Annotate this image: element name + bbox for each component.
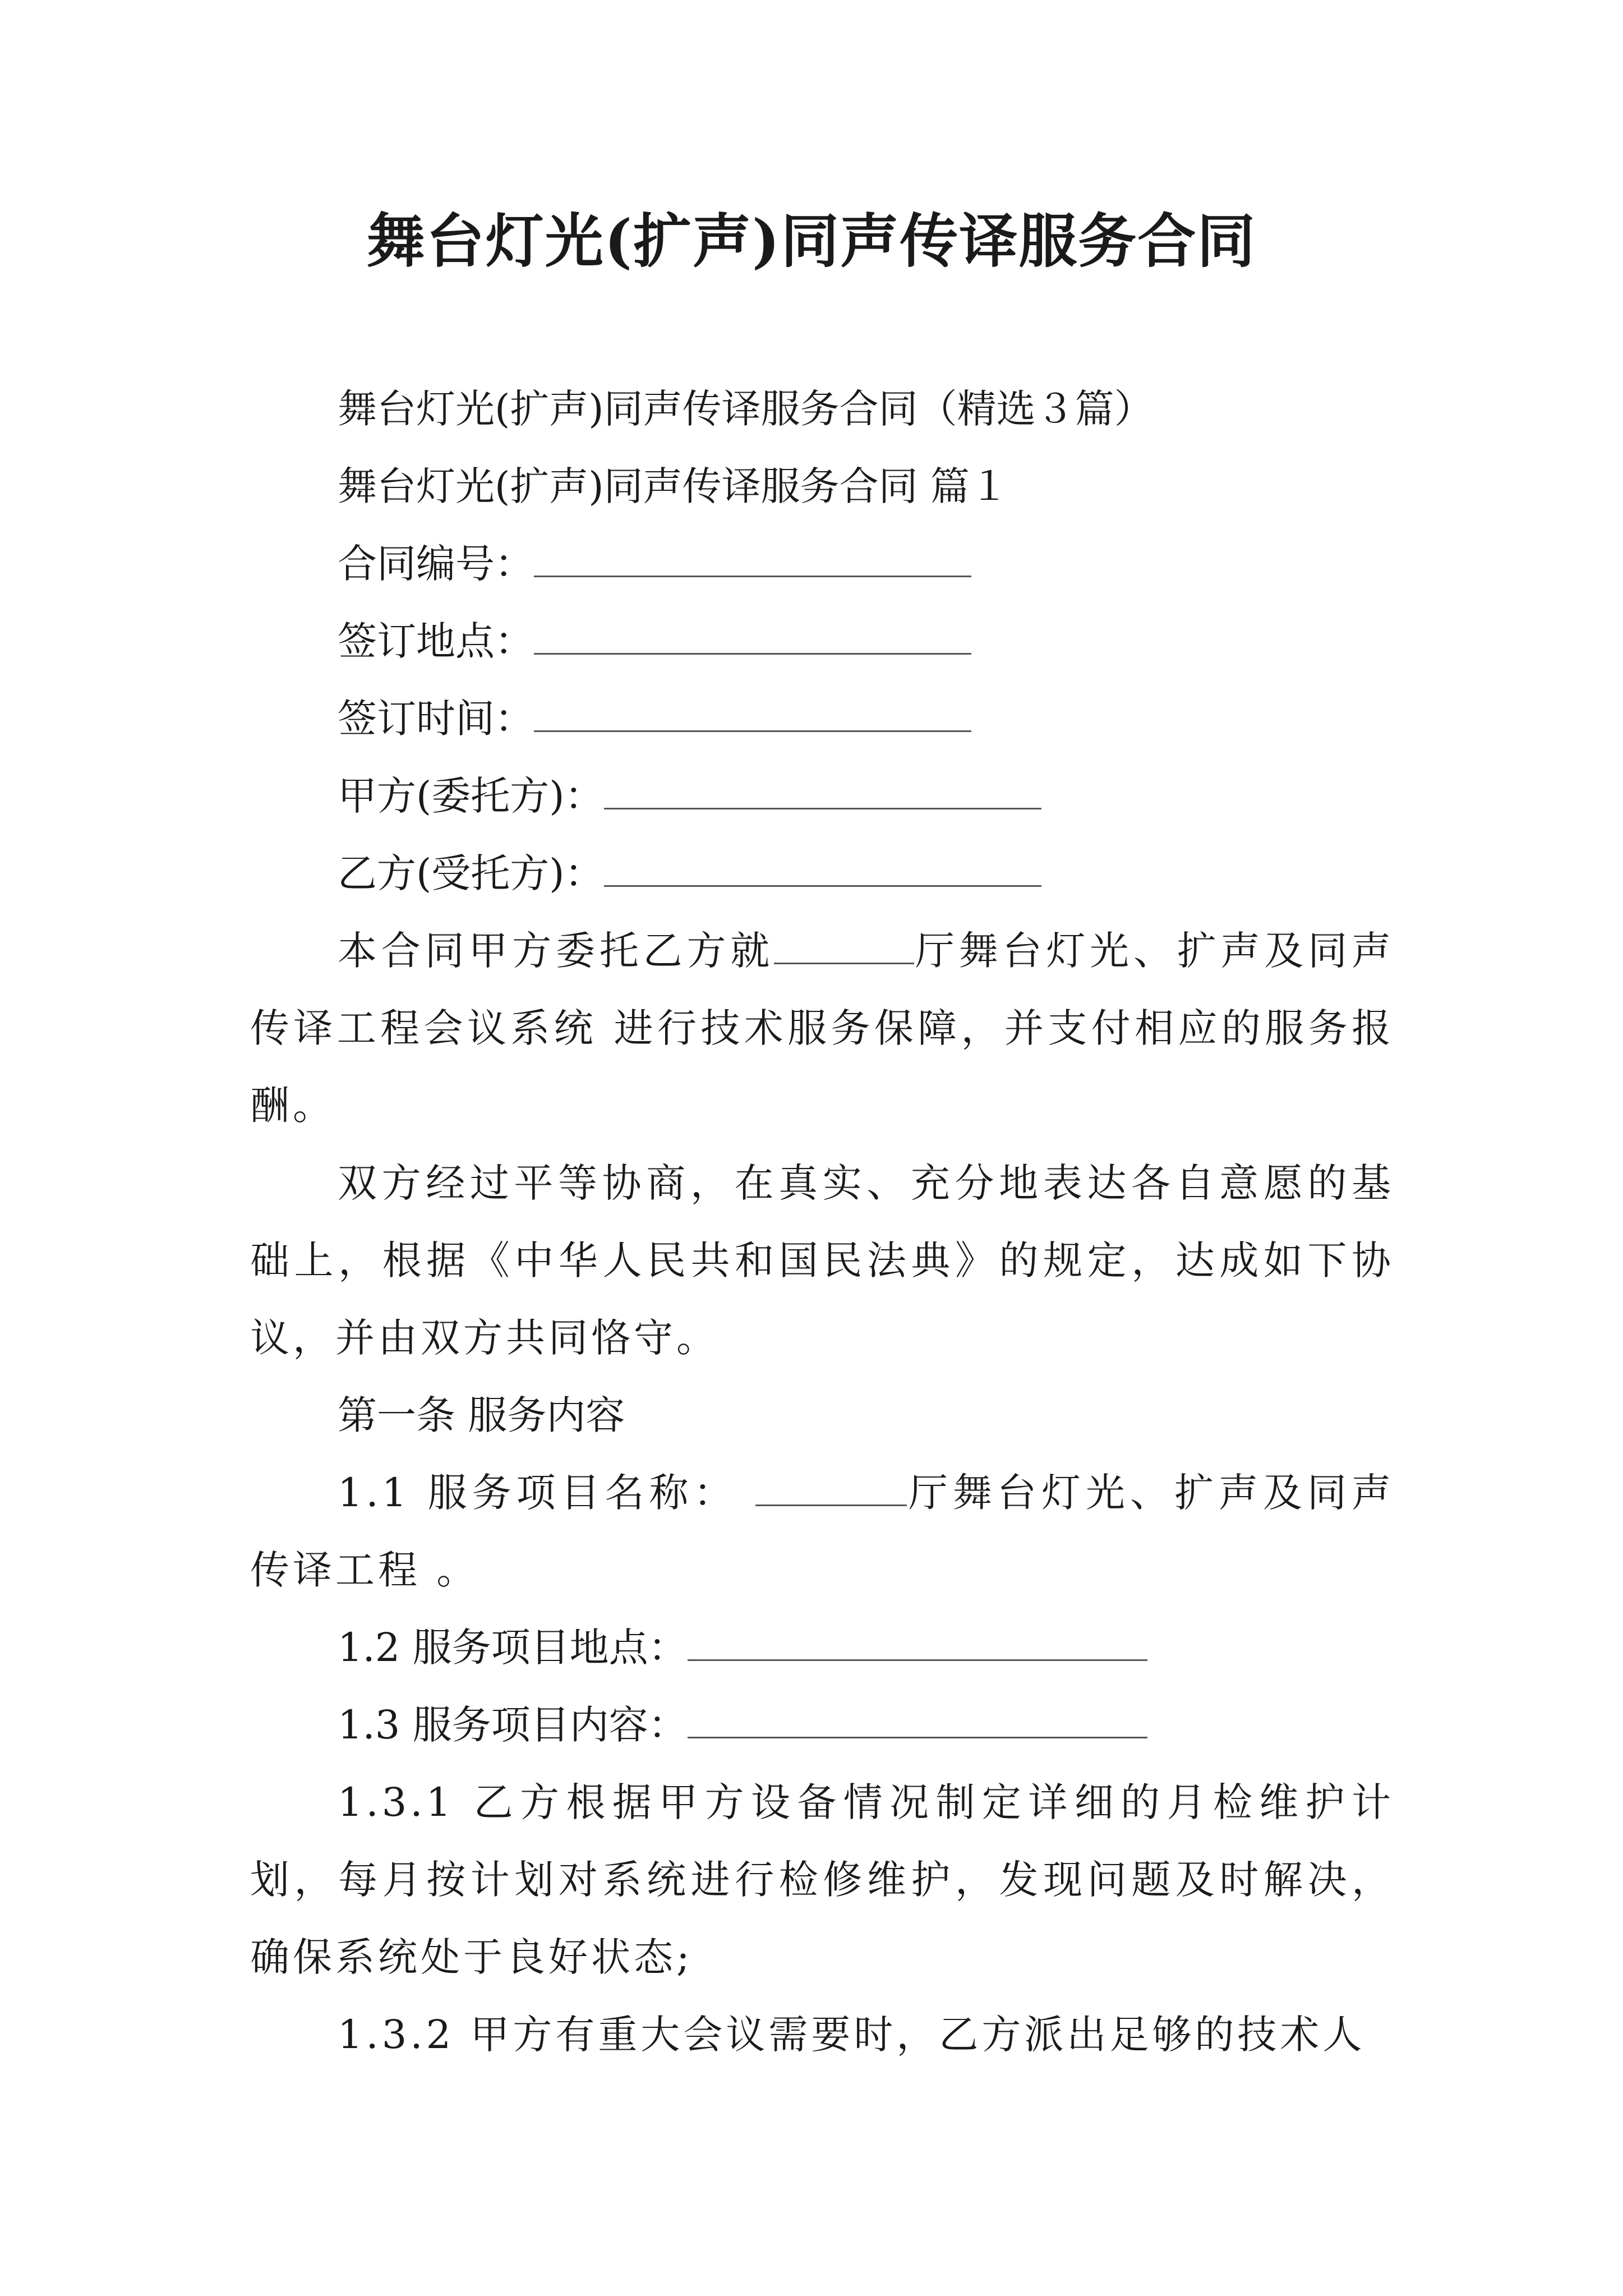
item-1-2-row [250, 1609, 1394, 1686]
party-b-blank [604, 852, 1041, 887]
item-1-3-label: 1.3 服务项目内容： [338, 1702, 688, 1748]
item-1-2-blank [688, 1626, 1147, 1661]
paragraph-agreement: 双方经过平等协商，在真实、充分地表达各自意愿的基础上，根据《中华人民共和国民法典》的规定，达成如下协议，并由双方共同恪守。 [250, 1160, 1394, 1361]
contract-number-blank [534, 542, 971, 577]
sign-time-label: 签订时间： [338, 696, 534, 742]
sign-place-blank [534, 619, 971, 655]
sign-time-blank [534, 697, 971, 732]
paragraph-entrustment [250, 912, 1394, 1144]
document-title: 舞台灯光(扩声)同声传译服务合同 [366, 206, 1257, 275]
paragraph-entrustment-start: 本合同甲方委托乙方就 [338, 928, 774, 974]
article-1-heading: 第一条 服务内容 [338, 1392, 625, 1438]
document-subtitle: 舞台灯光(扩声)同声传译服务合同（精选３篇） [338, 386, 1154, 432]
party-b-row [250, 835, 1394, 912]
part-heading: 舞台灯光(扩声)同声传译服务合同 篇１ [338, 463, 1009, 509]
item-1-3-2: 1.3.2 甲方有重大会议需要时，乙方派出足够的技术人 [338, 2012, 1366, 2058]
item-1-3-blank [688, 1703, 1147, 1738]
party-b-label: 乙方(受托方)： [338, 850, 604, 896]
party-a-label: 甲方(委托方)： [338, 773, 604, 819]
sign-place-row [250, 602, 1394, 680]
contract-number-label: 合同编号： [338, 541, 534, 587]
item-1-3-1: 1.3.1 乙方根据甲方设备情况制定详细的月检维护计划，每月按计划对系统进行检修维护，发现问题及时解决，确保系统处于良好状态; [250, 1779, 1394, 1980]
paragraph-entrustment-end: 厅舞台灯光、扩声及同声传译工程会议系统 进行技术服务保障，并支付相应的服务报酬。 [250, 928, 1395, 1129]
hall-name-blank [774, 929, 914, 964]
item-1-1-label: 1.1 服务项目名称： [338, 1470, 755, 1516]
sign-place-label: 签订地点： [338, 618, 534, 664]
item-1-1 [250, 1454, 1394, 1609]
document-body [250, 370, 1394, 2073]
item-1-2-label: 1.2 服务项目地点： [338, 1625, 688, 1671]
item-1-1-text: 厅舞台灯光、扩声及同声传译工程 。 [250, 1470, 1395, 1593]
contract-number-row [250, 525, 1394, 602]
party-a-blank [604, 774, 1041, 809]
item-1-1-blank [755, 1471, 907, 1506]
sign-time-row [250, 680, 1394, 757]
item-1-3-row [250, 1686, 1394, 1764]
party-a-row [250, 757, 1394, 835]
